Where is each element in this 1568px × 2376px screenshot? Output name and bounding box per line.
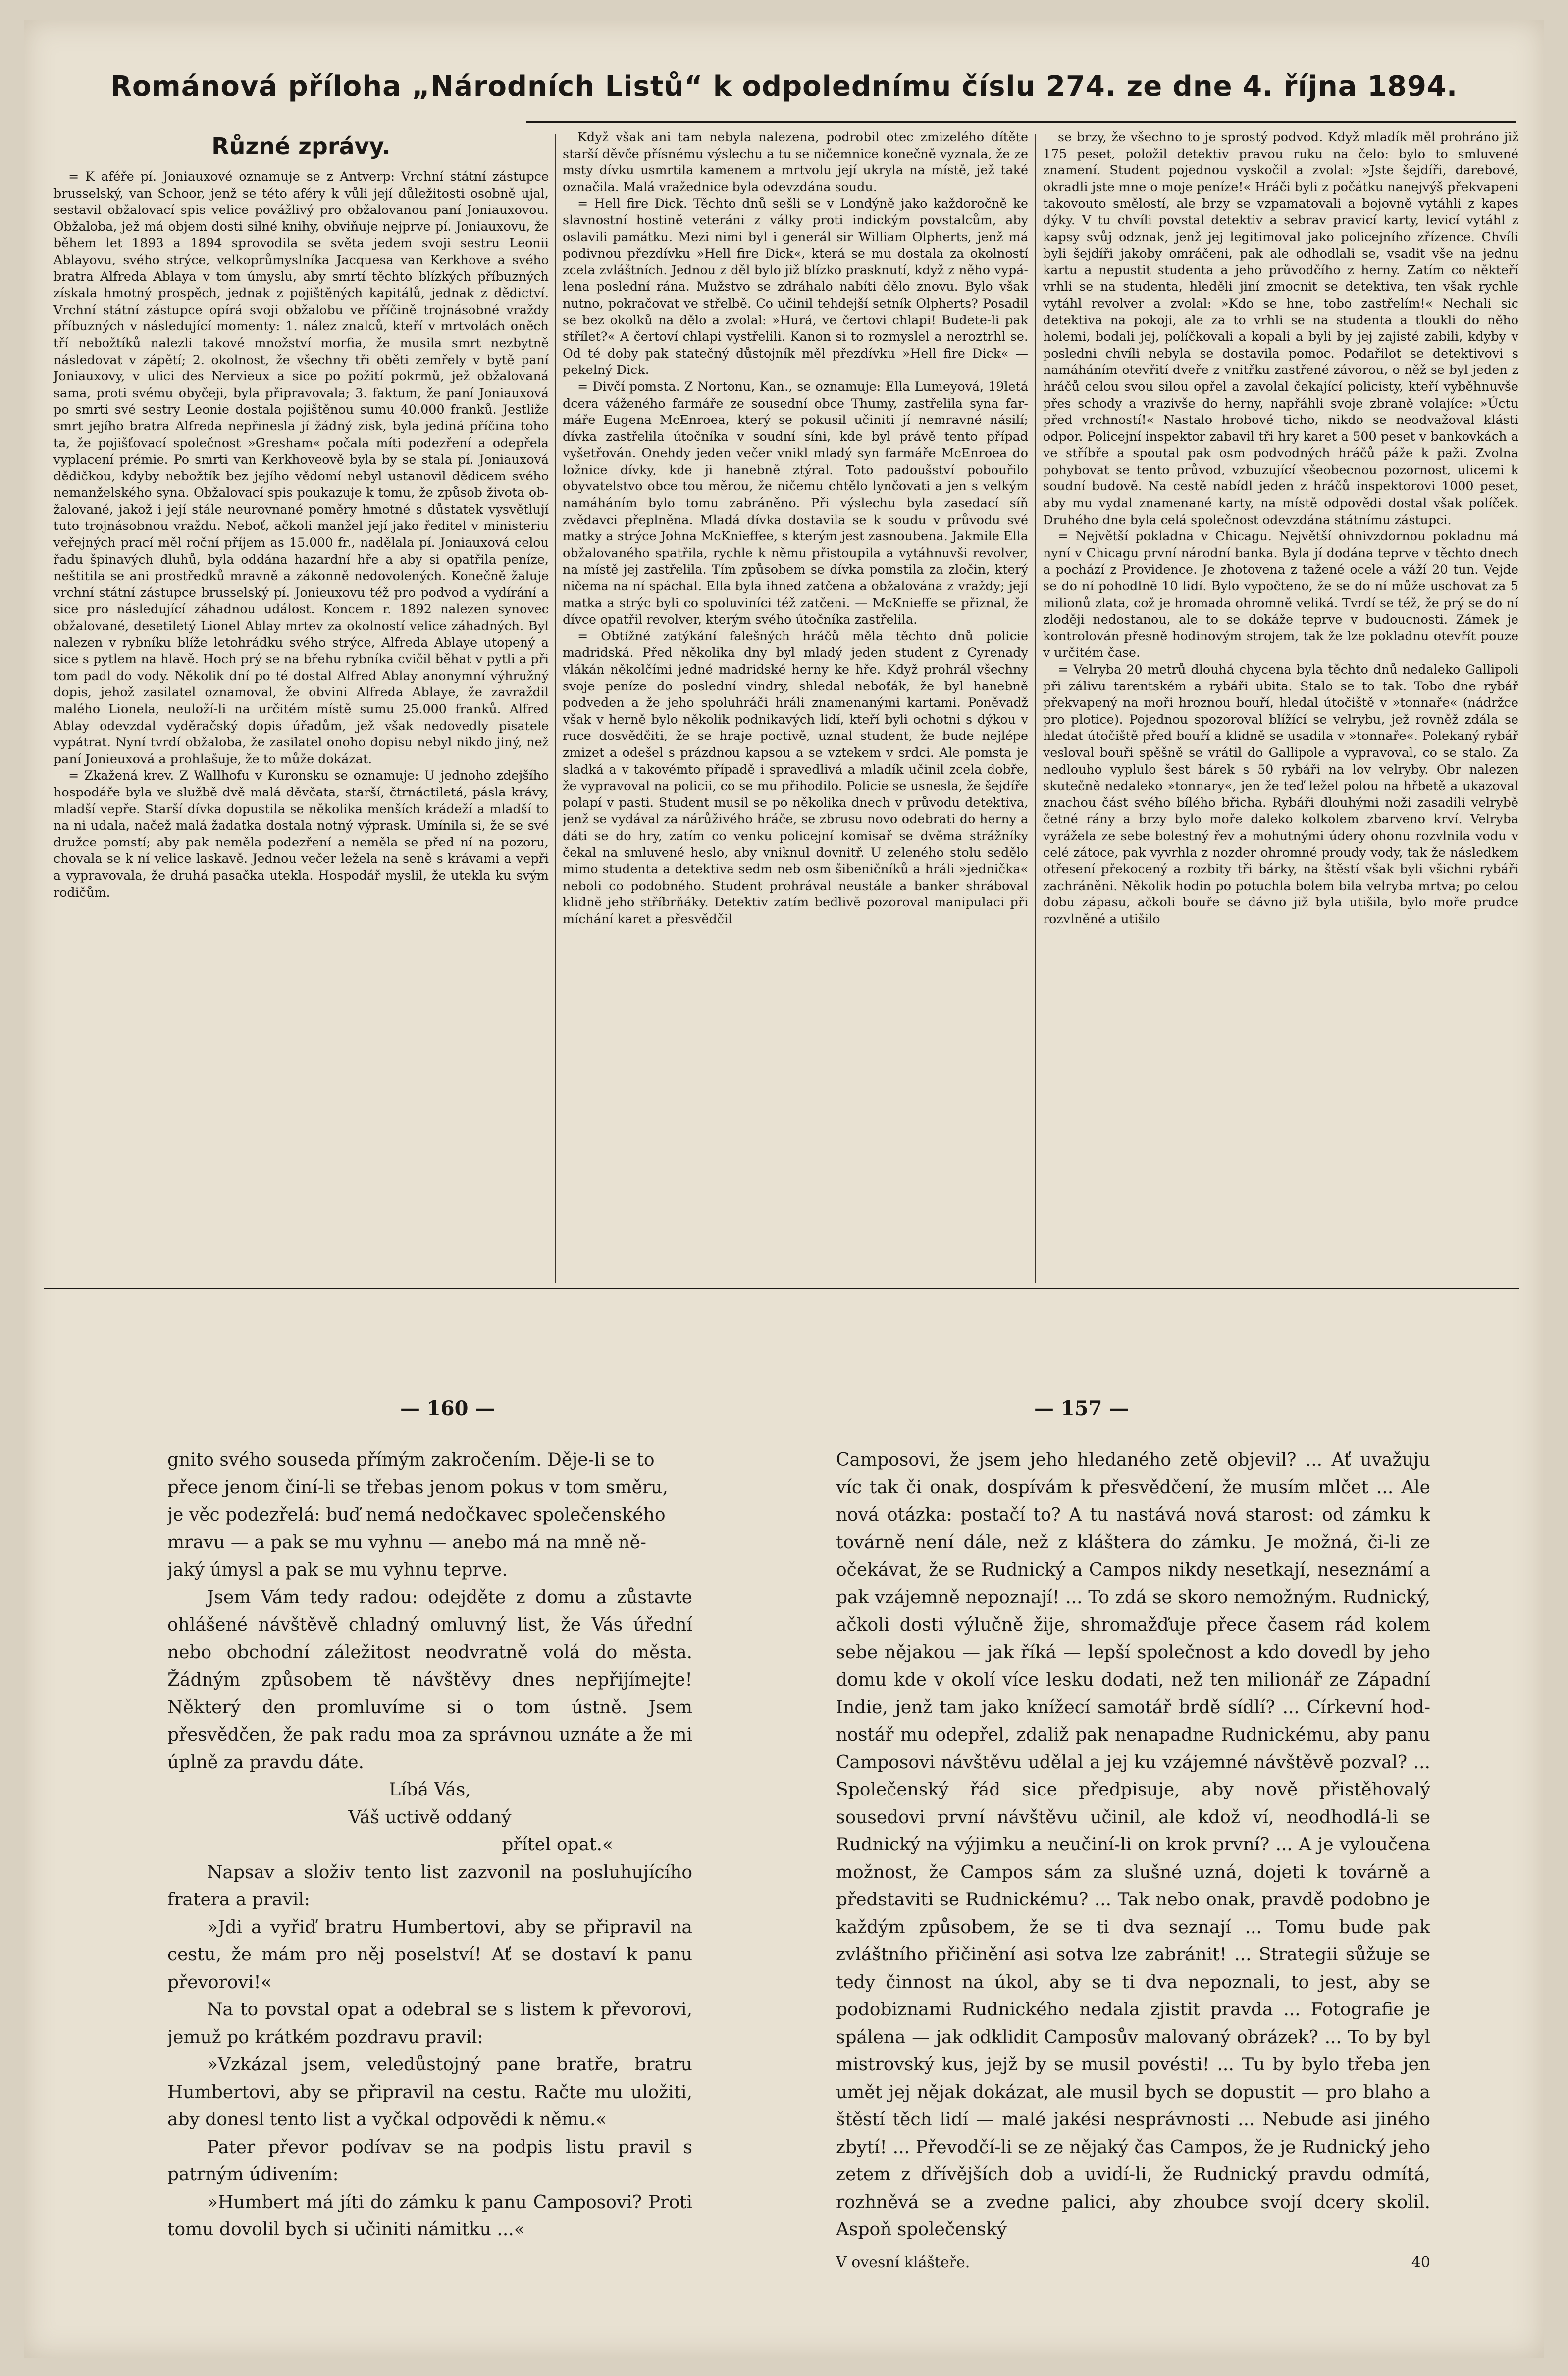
news-item: Když však ani tam nebyla nalezena, podrobil otec zmizelého dítěte starší děvče přísnému výslechu a tu se ničemnice konečně vyznala, že ze msty dívku usmrtila kamenem a mrtvolu její ukryla na místě, jež také označila. Malá vražednice byla odevzdána soudu. xyxy=(563,129,1028,194)
news-item: = Největší pokladna v Chicagu. Největší ohnivzdornou pokladnu má nyní v Chicagu první národní banka. Byla jí dodána teprve v těchto dnech a pochází z Providence. Je zhotovena z tažené ocele a váží 20 tun. Vejde se do ní pohodlně 10 lidí. Bylo vypočteno, že se do ní může uschovat za 5 milionů zlata, což je hromada ohromně veliká. Tvrdí se též, že prý se do ní zloději nedostanou, ale to se dokáže teprve v budoucnosti. Zámek je kontrolován přesně hodinovým strojem, tak že lze pokladnu otevřít pouze v určitém čase. xyxy=(1043,528,1518,660)
page-number-left: — 160 — xyxy=(400,1397,495,1420)
letter-closing: Váš uctivě oddaný xyxy=(348,1807,512,1828)
novel-paragraph: »Vzkázal jsem, veledůstojný pane bratře, bratru Humbertovi, aby se připravil na cestu. Račte mu uložiti, aby donesl tento list a vyčkal odpovědi k němu.« xyxy=(167,2055,692,2130)
section-title: Různé zprávy. xyxy=(211,133,391,159)
novel-line: je věc podezřelá: buď nemá nedočkavec společenského xyxy=(167,1505,666,1525)
newspaper-page xyxy=(24,20,1544,2358)
novel-line: jaký úmysl a pak se mu vyhnu teprve. xyxy=(167,1560,508,1580)
page-number-right: — 157 — xyxy=(1034,1397,1129,1420)
novel-line: mravu — a pak se mu vyhnu — anebo má na mně ně- xyxy=(167,1532,646,1553)
novel-paragraph: Napsav a složiv tento list zazvonil na posluhujícího fratera a pravil: xyxy=(167,1862,692,1910)
letter-signature: přítel opat.« xyxy=(502,1835,613,1855)
news-column-1 xyxy=(53,129,549,1327)
news-column-3 xyxy=(1043,129,1518,1327)
footer-imprint: V ovesní klášteře. xyxy=(836,2253,970,2271)
novel-paragraph: »Jdi a vyřiď bratru Humbertovi, aby se připravil na cestu, že mám pro něj poselství! Ať se dostaví k panu převorovi!« xyxy=(167,1917,692,1993)
novel-paragraph: Camposovi, že jsem jeho hledaného zetě objevil? ... Ať uvažuju víc tak či onak, dospívám k přesvědčení, že musím mlčet ... Ale nová otázka: postačí to? A tu nastává nová starost: od zámku k továrně není dále, než z kláštera do zámku. Je možná, či-li ze očekávat, že se Rudnický a Campos nikdy nesetkají, neseznámí a pak vzájemně nepoznají! ... To zdá se skoro nemožným. Rudnický, ačkoli dosti výlučně žije, shromažďuje přece časem rád kolem sebe nějakou — jak říká — lepší společnost a kdo dovedl by jeho domu kde v okolí více lesku dodati, než ten milionář ze Západní Indie, jenž tam jako knížecí samotář brdě sídlí? ... Církevní hodnostář mu odepřel, zdaliž pak nenapadne Rudnickému, aby panu Camposovi návštěvu udělal a jej ku vzájemné návštěvě pozval? ... Společenský řád sice předpisuje, aby nově přistěhovalý sousedovi první návštěvu učinil, ale kdož ví, neodhodlá-li se Rudnický na výjimku a neučiní-li on krok první? ... A je vyloučena možnost, že Campos sám za slušné uzná, dojeti k továrně a představiti se Rudnickému? ... Tak nebo onak, pravdě podobno je každým způsobem, že se ti dva seznají ... Tomu bude pak zvláštního přičinění asi sotva lze zabránit! ... Strategii sůžuje se tedy činnost na úkol, aby se ti dva nepoznali, to jest, aby se podobiznami Rudnického nedala zjistit pravda ... Fotografie je spálena — jak odklidit Camposův malovaný obrázek? ... To by byl mistrovský kus, jejž by se musil povésti! ... Tu by bylo třeba jen umět jej nějak dokázat, ale musil bych se dopustit — pro blaho a štěstí těch lidí — malé jakési nesprávnosti ... Nebude asi jiného zbytí! ... Převodčí-li se ze nějaký čas Campos, že je Rudnický jeho zetem z dřívějších dob a uvidí-li, že Rudnický pravdu odmítá, rozhněvá se a zvedne palici, aby zhoubce svojí dcery skolil. Aspoň společenský xyxy=(836,1450,1430,2240)
news-item: = K aféře pí. Joniauxové oznamuje se z Antverp: Vrchní státní zástupce brusselský, van Schoor, jenž se této aféry k vůli její důležitosti osobně ujal, sestavil obžalovací spis velice povážlivý pro obžalovanou paní Joniauxovou. Obžaloba, jež má objem dosti silné knihy, obviňuje nejprve pí. Joniauxovu, že během let 1893 a 1894 sprovodila se světa jedem svoji sestru Leonii Ablayovu, svého strýce, velkoprůmyslníka Jacquesa van Kerkhove a svého bratra Alfreda Ablaya v tom úmyslu, aby smrtí těchto blízkých příbuzných získala hmotný prospěch, jednak z pojištěných kapitálů, jednak z dědictví. Vrchní státní zástupce opírá svoji obžalobu ve příčině trojnásobné vraždy příbuzných v následující momenty: 1. nález znalců, kteří v mrtvolách oněch tří nebožtíků nalezli takové množství morfia, že musila smrt nezbytně následovat v zápětí; 2. okolnost, že všechny tři oběti zemřely v bytě paní Joniauxovy, v ulici des Nervieux a sice po požití pokrmů, jež obžalovaná sama, proti svému obyčeji, byla připravovala; 3. faktum, že paní Joniauxová po smrti své sestry Leonie dostala pojištěnou sumu 40.000 franků. Jestliže smrt jejího bratra Alfreda nepřinesla jí žádný zisk, byla jediná příčina toho ta, že pojišťovací společnost »Gresham« počala míti podezření a odepřela vyplacení prémie. Po smrti van Kerkhoveově byla by se stala pí. Joniauxová dědičkou, kdyby nebožtík bez jejího vědomí nebyl ustanovil dědicem svého nemanželského syna. Obžalovací spis poukazuje k tomu, že způsob života obžalované, jakož i její stále neurovnané poměry hmotné s důstatek vysvětlují tuto trojnásobnou vraždu. Neboť, ačkoli manžel její jako ředitel v ministeriu veřejných prací měl roční příjem as 15.000 fr., nadělala pí. Joniauxová celou řadu špinavých dluhů, byla oddána hazardní hře a aby si opatřila peníze, neštitila se ani prostředků mravně a zákonně nedovolených. Konečně žaluje vrchní státní zástupce brusselský pí. Jonieuxovu též pro podvod a vydírání a sice pro následující záhadnou událost. Koncem r. 1892 nalezen synovec obžalované, desetiletý Lionel Ablay mrtev za okolností velice záhadných. Byl nalezen v rybníku blíže letohrádku svého strýce, Alfreda Ablaye utopený a sice s pytlem na hlavě. Hoch prý se na břehu rybníka cvičil běhat v pytli a při tom padl do vody. Několik dní po té dostal Alfred Ablay anonymní výhružný dopis, jehož zasilatel oznamoval, že obvini Alfreda Ablaye, že zavraždil malého Lionela, neuloží-li na určitém místě sumu 25.000 franků. Alfred Ablay odevzdal vyděračský dopis úřadům, jež však nedovedly pisatele vypátrat. Nyní tvrdí obžaloba, že zasilatel onoho dopisu nebyl nikdo jiný, než paní Jonieuxová a prohlašuje, že to může dokázat. xyxy=(53,169,549,766)
fold-rule xyxy=(44,1288,1519,1289)
news-item: = Divčí pomsta. Z Nortonu, Kan., se oznamuje: Ella Lumeyová, 19letá dcera váženého farmáře ze sousední obce Thumy, zastřelila syna farmáře Eugena McEnroea, který se pokusil učiniti jí nemravné násilí; dívka zastřelila útočníka v soudní síni, kde byl právě tento případ vyšetřován. Onehdy jeden večer vnikl mladý syn farmáře McEnroea do ložnice dívky, kde ji hanebně ztýral. Toto padoušství pobouřilo obyvatelstvo obce tou měrou, že ničemu chtělo lynčovati a jen s velkým namáháním bylo tomu zabráněno. Při výslechu byla zasedací síň zvědavci přeplněna. Mladá dívka dostavila se k soudu v průvodu své matky a strýce Johna McKnieffee, s kterým jest zasnoubena. Jakmile Ella obžalovaného spatřila, rychle k němu přistoupila a vytáhnuvši revolver, na místě jej zastřelila. Tím způsobem se dívka pomstila za zločin, který ničema na ní spáchal. Ella byla ihned zatčena a obžalována z vraždy; její matka a strýc byli co spoluviníci též zatčeni. — McKnieffe se přiznal, že dívce opatřil revolver, kterým svého útočníka zastřelila. xyxy=(563,378,1028,627)
column-divider xyxy=(1035,134,1036,1283)
page-footer xyxy=(836,2249,1430,2276)
novel-paragraph: Pater převor podívav se na podpis listu pravil s patrným údivením: xyxy=(167,2137,692,2185)
novel-paragraph: »Humbert má jíti do zámku k panu Camposovi? Proti tomu dovolil bych si učiniti námitku ...« xyxy=(167,2192,692,2240)
footer-signature-mark: 40 xyxy=(1411,2253,1430,2271)
news-item: = Velryba 20 metrů dlouhá chycena byla těchto dnů nedaleko Gallipoli při zálivu tarentském a rybáři ubita. Stalo se to tak. Tobo dne rybář překvapený na moři hroznou bouří, hledal útočiště v »tonnaře« (nádržce pro plotice). Pojednou spozoroval blížící se velrybu, jež rovněž zdála se hledat útočiště před bouří a klidně se usadila v »tonnaře«. Polekaný rybář vesloval bouři spěšně se vrátil do Gallipole a vypravoval, co se stalo. Za nedlouho vyplulo šest bárek s 50 rybáři na lov velryby. Obr nalezen skutečně nedaleko »tonnary«, jen že teď ležel polou na hřbetě a ukazoval znachou část svého bílého břicha. Rybáři dlouhými noži zasadili velrybě četné rány a brzy bylo moře daleko kolkolem zbarveno krví. Velryba vyrážela ze sebe bolestný řev a mohutnými údery ohonu rozvlnila vodu v celé zátoce, pak vyvrhla z nozder ohromné proudy vody, tak že následkem otřesení překocený a rozbity tři bárky, na štěstí však byli všichni rybáři zachráněni. Několik hodin po potuchla bolem bila velryba mrtva; po celou dobu zápasu, ačkoli bouře se dávno již byla utišila, bylo moře prudce rozvlněné a utišilo xyxy=(1043,662,1518,926)
novel-page-right xyxy=(836,1446,1430,2298)
novel-line: gnito svého souseda přímým zakročením. Děje-li se to xyxy=(167,1450,655,1470)
novel-paragraph: Jsem Vám tedy radou: odejděte z domu a zůstavte ohlášené návštěvě chladný omluvný list, že Vás úřední nebo obchodní záležitost neodvratně volá do města. Žádným způsobem tě návštěvy dnes nepřijímejte! Některý den promluvíme si o tom ústně. Jsem přesvědčen, že pak radu moa za správnou uznáte a že mi úplně za pravdu dáte. xyxy=(167,1587,692,1773)
header-rule xyxy=(526,121,1516,123)
column-divider xyxy=(555,134,556,1283)
header-title: Románová příloha „Národních Listů“ k odpolednímu číslu 274. ze dne 4. října 1894. xyxy=(110,70,1458,103)
letter-greeting: Líbá Vás, xyxy=(389,1780,471,1800)
news-item: = Hell fire Dick. Těchto dnů sešli se v Londýně jako každoročně ke slavnostní hostině veteráni z války proti indickým povstalcům, aby oslavili památku. Mezi nimi byl i generál sir William Olpherts, jenž má podivnou přezdívku »Hell fire Dick«, která se mu dostala za okolností zcela zvláštních. Jednou z děl bylo již blízko prasknutí, když z něho vypálena poslední rána. Mužstvo se zdráhalo nabíti dělo znovu. Bylo však nutno, pokračovat ve střelbě. Co učinil tehdejší setník Olpherts? Posadil se bez okolků na dělo a zvolal: »Hurá, ve čertovi chlapi! Budete-li pak střílet?« A čertoví chlapi vystřelili. Kanon si to rozmyslel a neroztrhl se. Od té doby pak statečný důstojník měl přezdívku »Hell fire Dick« — pekelný Dick. xyxy=(563,196,1028,377)
novel-page-left xyxy=(167,1446,692,2259)
news-item: se brzy, že všechno to je sprostý podvod. Když mladík měl prohráno již 175 peset, položil detektiv pravou ruku na čelo: bylo to smluvené znamení. Student pojednou vyskočil a zvolal: »Jste šejdíři, darebové, okradli jste mne o moje peníze!« Hráči byli z počátku nanejvýš překvapeni takovouto smělostí, ale brzy se vzpamatovali a bojovně vytáhli z kapes dýky. V tu chvíli povstal detektiv a sebrav pravicí karty, levicí vytáhl z kapsy svůj odznak, jenž jej legitimoval jako policejního zřízence. Chvíli byli šejdíři jakoby omráčeni, pak ale odhodlali se, vsadit vše na jednu kartu a nepustit studenta a jeho průvodčího z herny. Zatím co někteří vrhli se na studenta, hleděli jiní zmocnit se detektiva, ten však rychle vytáhl revolver a zvolal: »Kdo se hne, tobo zastřelím!« Nechali sic detektiva na pokoji, ale za to vrhli se na studenta a tloukli do něho holemi, bodali jej, políčkovali a kopali a byli by jej zajisté zabili, kdyby v posledni chvíli nebyla se dostavila pomoc. Podařilot se detektivovi s namáháním otevřití dveře z vnitřku zastřené závorou, o něž se byl jeden z hráčů celou svou silou opřel a zavolal čekající policisty, kteří vyběhnuvše přes schody a vrazivše do herny, napřáhli svoje zbraně volajíce: »Úctu před vrchností!« Nastalo hrobové ticho, nikdo se neodvažoval klásti odpor. Policejní inspektor zabavil tři hry karet a 500 peset v bankovkách a ve stříbře a spoutal pak osm podvodných hráčů páže k paži. Zvolna pohybovat se tento průvod, vzbuzující všeobecnou pozornost, ulicemi k soudní budově. Na cestě nabídl jeden z hráčů inspektorovi 1000 peset, aby mu vydal znamenané karty, na místě odpovědi dostal však políček. Druhého dne byla celá společnost odevzdána státnímu zástupci. xyxy=(1043,129,1518,527)
news-column-2 xyxy=(563,129,1028,1327)
novel-line: přece jenom činí-li se třebas jenom pokus v tom směru, xyxy=(167,1477,668,1498)
news-item: = Zkažená krev. Z Wallhofu v Kuronsku se oznamuje: U jednoho zdejšího hospodáře byla ve službě dvě malá děvčata, starší, čtrnáctiletá, pásla krávy, mladší vepře. Starší dívka dopustila se několika menších krádeží a mladší to na ni udala, načež malá žadatka dostala notný výprask. Umínila si, že se své družce pomstí; aby pak neměla podezření a neměla se před ní na pozoru, chovala se k ní velice laskavě. Jednou večer ležela na seně s krávami a vepři a vypravovala, že druhá pasačka utekla. Hospodář myslil, že utekla ku svým rodičům. xyxy=(53,768,549,899)
novel-paragraph: Na to povstal opat a odebral se s listem k převorovi, jemuž po krátkém pozdravu pravil: xyxy=(167,2000,692,2048)
news-item: = Obtížné zatýkání falešných hráčů měla těchto dnů policie madridská. Před několika dny byl mladý jeden student z Cyrenady vlákán několčími jedné madridské herny ke hře. Když prohrál všechny svoje peníze do poslední vindry, shledal neboťák, že byl hanebně podveden a že jeho spoluhráči hráli znamenanými kartami. Poněvadž však v herně bylo několik podnikavých lidí, kteří byli ochotni s dýkou v ruce dosvědčiti, že se hraje poctivě, uznal student, že bude nejlépe zmizet a odešel s prázdnou kapsou a se vztekem v srdci. Ale pomsta je sladká a v takovémto případě i spravedlivá a mladík učinil zcela dobře, že vypravoval na policii, co se mu přihodilo. Policie se usnesla, že šejdíře polapí v pasti. Student musil se po několika dnech v průvodu detektiva, jenž se vydával za nárůživého hráče, se zbrusu novo odebrati do herny a dáti se do hry, zatím co venku policejní komisař se dvěma strážníky čekal na smluvené heslo, aby vniknul dovnitř. U zeleného stolu sedělo mimo studenta a detektiva sedm neb osm šibeničníků a hráli »jednička« neboli co podobného. Student prohrával neustále a banker shráboval klidně jeho stříbrňáky. Detektiv zatím bedlivě pozoroval manipulaci při míchání karet a přesvědčil xyxy=(563,628,1028,926)
page-header xyxy=(44,50,1524,124)
